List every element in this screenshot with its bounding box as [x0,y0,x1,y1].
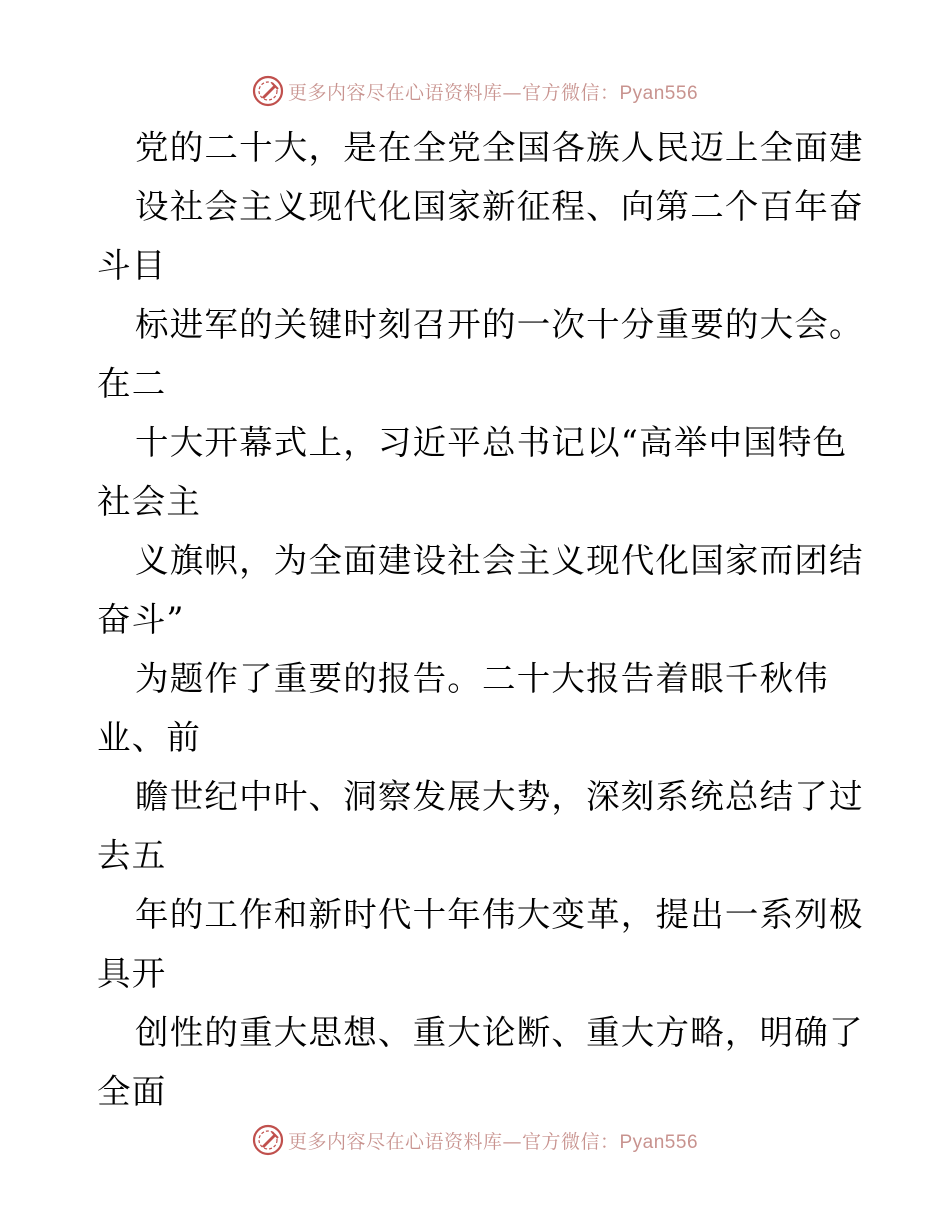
text-line: 十大开幕式上，习近平总书记以“高举中国特色 [135,423,848,462]
pen-nib-logo-icon [252,75,284,107]
footer-banner [0,1120,950,1160]
text-line: 具开 [97,954,167,993]
text-line: 设社会主义现代化国家新征程、向第二个百年奋 [135,187,864,226]
text-line: 去五 [97,836,167,875]
text-line: 创性的重大思想、重大论断、重大方略，明确了 [135,1013,864,1052]
text-line: 奋斗” [97,600,185,639]
banner-text: 更多内容尽在心语资料库—官方微信：Pyan556 [287,81,699,104]
text-line: 社会主 [97,482,202,521]
text-line: 在二 [97,364,167,403]
text-line: 党的二十大，是在全党全国各族人民迈上全面建 [135,128,864,167]
wechat-handle: Pyan556 [619,82,699,104]
text-line: 业、前 [97,718,202,757]
banner-text: 更多内容尽在心语资料库—官方微信：Pyan556 [287,1130,699,1153]
text-line: 年的工作和新时代十年伟大变革，提出一系列极 [135,895,864,934]
pen-nib-logo-icon [252,1124,284,1156]
document-body [97,118,877,1121]
text-line: 标进军的关键时刻召开的一次十分重要的大会。 [135,305,864,344]
wechat-handle: Pyan556 [619,1131,699,1153]
text-line: 义旗帜，为全面建设社会主义现代化国家而团结 [135,541,864,580]
text-line: 瞻世纪中叶、洞察发展大势，深刻系统总结了过 [135,777,864,816]
header-banner [0,71,950,111]
text-line: 斗目 [97,246,167,285]
text-line: 为题作了重要的报告。二十大报告着眼千秋伟 [135,659,829,698]
text-line: 全面 [97,1072,167,1111]
